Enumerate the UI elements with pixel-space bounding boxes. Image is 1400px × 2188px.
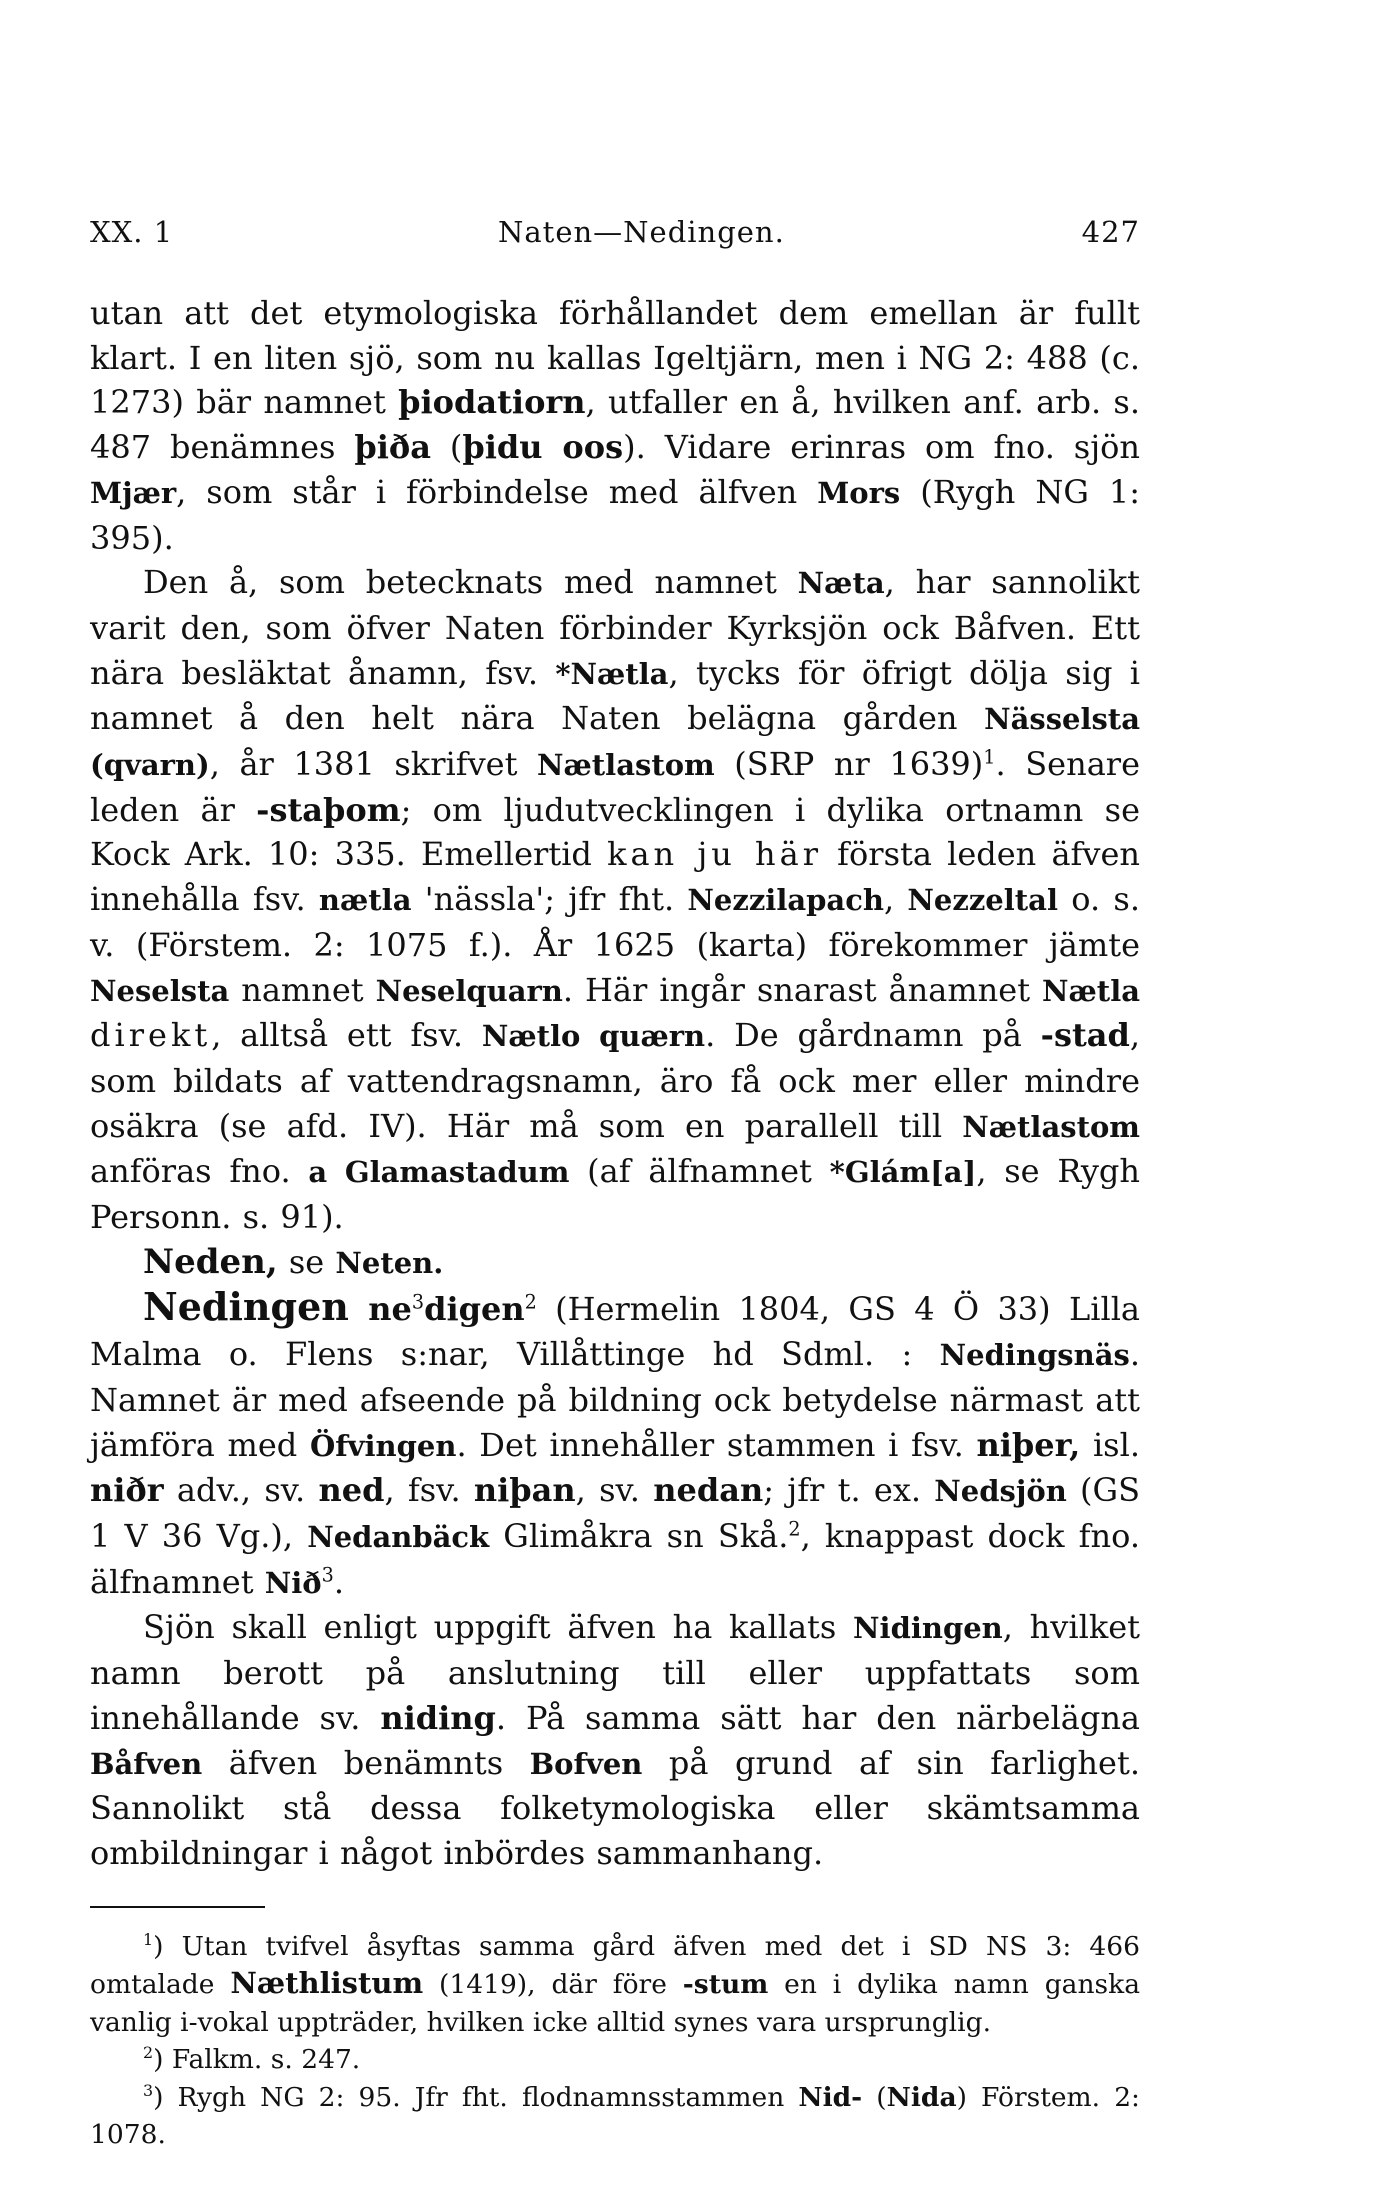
- text-run: ) Utan tvifvel åsyftas samma gård äfven med det i SD NS 3: 466 omtalade: [90, 1930, 1140, 2001]
- bold-term: Nið: [264, 1565, 322, 1600]
- text-run: . Det innehåller stammen i fsv.: [456, 1425, 977, 1464]
- entry-lemma: Nedingen: [143, 1284, 349, 1330]
- paragraph-1: [90, 291, 1140, 560]
- text-run: (GS 1 V 36 Vg.),: [90, 1471, 1141, 1555]
- text-run: , som står i förbindelse med älfven: [176, 472, 818, 511]
- bold-term: Nezzilapach: [687, 883, 884, 918]
- text-run: ; om ljudutvecklingen i dylika ortnamn se Kock Ark. 10: 335. Emellertid: [90, 790, 1141, 874]
- text-run: på grund af sin farlighet. Sannolikt stå dessa folketymologiska eller skämtsamma ombildningar i något inbördes sammanhang.: [90, 1743, 1141, 1872]
- text-run: ,: [883, 880, 908, 919]
- bold-term: Nezzeltal: [907, 883, 1058, 918]
- entry-nedingen: [90, 1285, 1140, 1605]
- footnote-ref: 2: [788, 1517, 801, 1541]
- accent-mark: 3: [411, 1290, 425, 1314]
- running-head: [90, 215, 1140, 259]
- accent-mark: 2: [524, 1290, 537, 1314]
- text-run: .: [333, 1562, 345, 1601]
- bold-term: Öfvingen: [309, 1428, 457, 1463]
- footnote-1: [90, 1928, 1140, 2042]
- bold-term: Båfven: [90, 1746, 203, 1781]
- chapter-number: XX. 1: [90, 215, 174, 249]
- footnote-marker: 1: [143, 1929, 154, 1949]
- text-run: . Namnet är med afseende på bildning ock betydelse närmast att jämföra med: [90, 1335, 1140, 1464]
- cross-reference: Neten.: [335, 1245, 444, 1280]
- bold-term: niding: [380, 1698, 496, 1737]
- paragraph-2: [90, 560, 1140, 1240]
- footnote-3: [90, 2079, 1140, 2154]
- text-run: 'nässla'; jfr fht.: [411, 880, 688, 919]
- text-run: , sv.: [575, 1471, 654, 1510]
- text-run: , har sannolikt varit den, som öfver Naten förbinder Kyrksjön ock Båfven. Ett nära besläktat ånamn, fsv.: [90, 563, 1141, 692]
- text-run: , som bildats af vattendragsnamn, äro få ock mer eller mindre osäkra (se afd. IV). Här må som en parallell till: [90, 1016, 1141, 1145]
- bold-term: þiða: [354, 428, 431, 467]
- bold-term: Bofven: [529, 1746, 643, 1781]
- text-run: Sjön skall enligt uppgift äfven ha kallats: [143, 1608, 854, 1647]
- bold-term: Nætlastom: [537, 748, 715, 783]
- footnote-marker: 3: [143, 2080, 154, 2100]
- page-number: 427: [1081, 215, 1140, 249]
- pronunciation: ne: [348, 1290, 412, 1329]
- bold-term: -staþom: [256, 790, 401, 829]
- text-run: . Här ingår snarast ånamnet: [562, 970, 1043, 1009]
- text-run: (1419), där före: [423, 1969, 683, 2001]
- bold-term: þidu oos: [462, 428, 624, 467]
- bold-term: Neselquarn: [375, 973, 563, 1008]
- bold-term: Nida: [886, 2081, 957, 2113]
- text-run: , år 1381 skrifvet: [209, 745, 537, 784]
- text-run: , fsv.: [384, 1471, 474, 1510]
- bold-term: Nedsjön: [934, 1474, 1067, 1509]
- bold-term: Neselsta: [90, 973, 230, 1008]
- bold-term: nedan: [653, 1471, 764, 1510]
- text-run: , hvilket namn berott på anslutning till eller uppfattats som innehållande sv.: [90, 1608, 1141, 1737]
- running-title: Naten—Nedingen.: [498, 215, 785, 249]
- text-run: , se Rygh Personn. s. 91).: [90, 1152, 1141, 1237]
- text-run: (: [430, 428, 463, 467]
- bold-term: a Glamastadum: [308, 1155, 570, 1190]
- bold-term: Nætla: [1042, 973, 1141, 1008]
- bold-term: Nedingsnäs: [939, 1338, 1130, 1373]
- text-run: ) Falkm. s. 247.: [153, 2044, 361, 2076]
- bold-term: Nedanbäck: [307, 1519, 490, 1554]
- text-run: utan att det etymologiska förhållandet dem emellan är fullt klart. I en liten sjö, som nu kallas Igeltjärn, men i NG 2: 488 (c. 1273) bär namnet: [90, 294, 1140, 422]
- text-run: se: [277, 1242, 336, 1281]
- spaced-text: kan ju här: [607, 835, 822, 874]
- text-run: ) Rygh NG 2: 95. Jfr fht. flodnamnsstammen: [153, 2081, 799, 2113]
- bold-term: þiodatiorn: [398, 383, 586, 422]
- footnotes: [90, 1928, 1140, 2154]
- bold-term: -stad: [1040, 1016, 1130, 1055]
- text-run: , utfaller en å, hvilken anf. arb. s. 487 benämnes: [90, 383, 1141, 467]
- bold-term: Næthlistum: [230, 1966, 424, 2001]
- text-run: namnet: [229, 970, 376, 1009]
- bold-term: Nætlastom: [962, 1109, 1140, 1144]
- bold-term: *Nætla: [555, 656, 669, 691]
- text-run: Glimåkra sn Skå.: [489, 1516, 789, 1555]
- text-run: anföras fno.: [90, 1152, 309, 1191]
- footnote-divider: [90, 1906, 265, 1908]
- bold-term: Nidingen: [853, 1611, 1003, 1646]
- footnote-ref: 1: [983, 745, 996, 769]
- bold-term: niðr: [90, 1471, 164, 1510]
- text-run: äfven benämnts: [202, 1743, 530, 1782]
- main-text: [90, 291, 1140, 1876]
- bold-term: niþer,: [976, 1425, 1081, 1464]
- text-run: (SRP nr 1639): [714, 745, 984, 784]
- bold-term: *Glám[a]: [829, 1155, 977, 1190]
- bold-term: Nässelsta (qvarn): [90, 702, 1140, 783]
- entry-neden: [90, 1240, 1140, 1286]
- text-run: o. s. v. (Förstem. 2: 1075 f.). År 1625 (karta) förekommer jämte: [90, 880, 1141, 964]
- bold-term: Mors: [817, 475, 901, 510]
- bold-term: ned: [318, 1471, 385, 1510]
- text-run: en i dylika namn ganska vanlig i-vokal uppträder, hvilken icke alltid synes vara ursprunglig.: [90, 1969, 1140, 2038]
- text-run: ; jfr t. ex.: [763, 1471, 935, 1510]
- text-run: isl.: [1080, 1425, 1140, 1464]
- text-run: . De gårdnamn på: [705, 1016, 1041, 1055]
- bold-term: nætla: [318, 883, 412, 918]
- text-run: , tycks för öfrigt dölja sig i namnet å den helt nära Naten belägna gården: [90, 653, 1141, 738]
- footnote-2: [90, 2041, 1140, 2079]
- bold-term: Nætlo quærn: [481, 1019, 706, 1054]
- text-run: . Senare leden är: [90, 745, 1141, 829]
- bold-term: Mjær: [90, 475, 177, 510]
- bold-term: Næta: [797, 566, 885, 601]
- text-run: ). Vidare erinras om fno. sjön: [623, 428, 1140, 467]
- text-run: , alltså ett fsv.: [211, 1016, 482, 1055]
- text-run: adv., sv.: [163, 1471, 319, 1510]
- text-run: (: [862, 2081, 887, 2113]
- footnote-ref: 3: [321, 1563, 334, 1587]
- spaced-text: direkt: [90, 1016, 212, 1055]
- book-page: [90, 215, 1140, 2154]
- paragraph-5: [90, 1605, 1140, 1875]
- text-run: (Rygh NG 1: 395).: [90, 472, 1141, 557]
- text-run: ) Förstem. 2: 1078.: [90, 2081, 1140, 2151]
- footnote-marker: 2: [143, 2043, 154, 2063]
- pronunciation: digen: [424, 1290, 525, 1329]
- text-run: (Hermelin 1804, GS 4 Ö 33) Lilla Malma o. Flens s:nar, Villåttinge hd Sdml. :: [90, 1290, 1141, 1374]
- text-run: , knappast dock fno. älfnamnet: [90, 1516, 1141, 1601]
- text-run: (af älfnamnet: [569, 1152, 830, 1191]
- bold-term: -stum: [682, 1969, 769, 2001]
- text-run: . På samma sätt har den närbelägna: [495, 1698, 1141, 1737]
- text-run: första leden äfven innehålla fsv.: [90, 835, 1141, 919]
- bold-term: niþan: [473, 1471, 576, 1510]
- entry-lemma: Neden,: [143, 1241, 278, 1282]
- text-run: Den å, som betecknats med namnet: [143, 563, 798, 602]
- bold-term: Nid-: [798, 2081, 863, 2113]
